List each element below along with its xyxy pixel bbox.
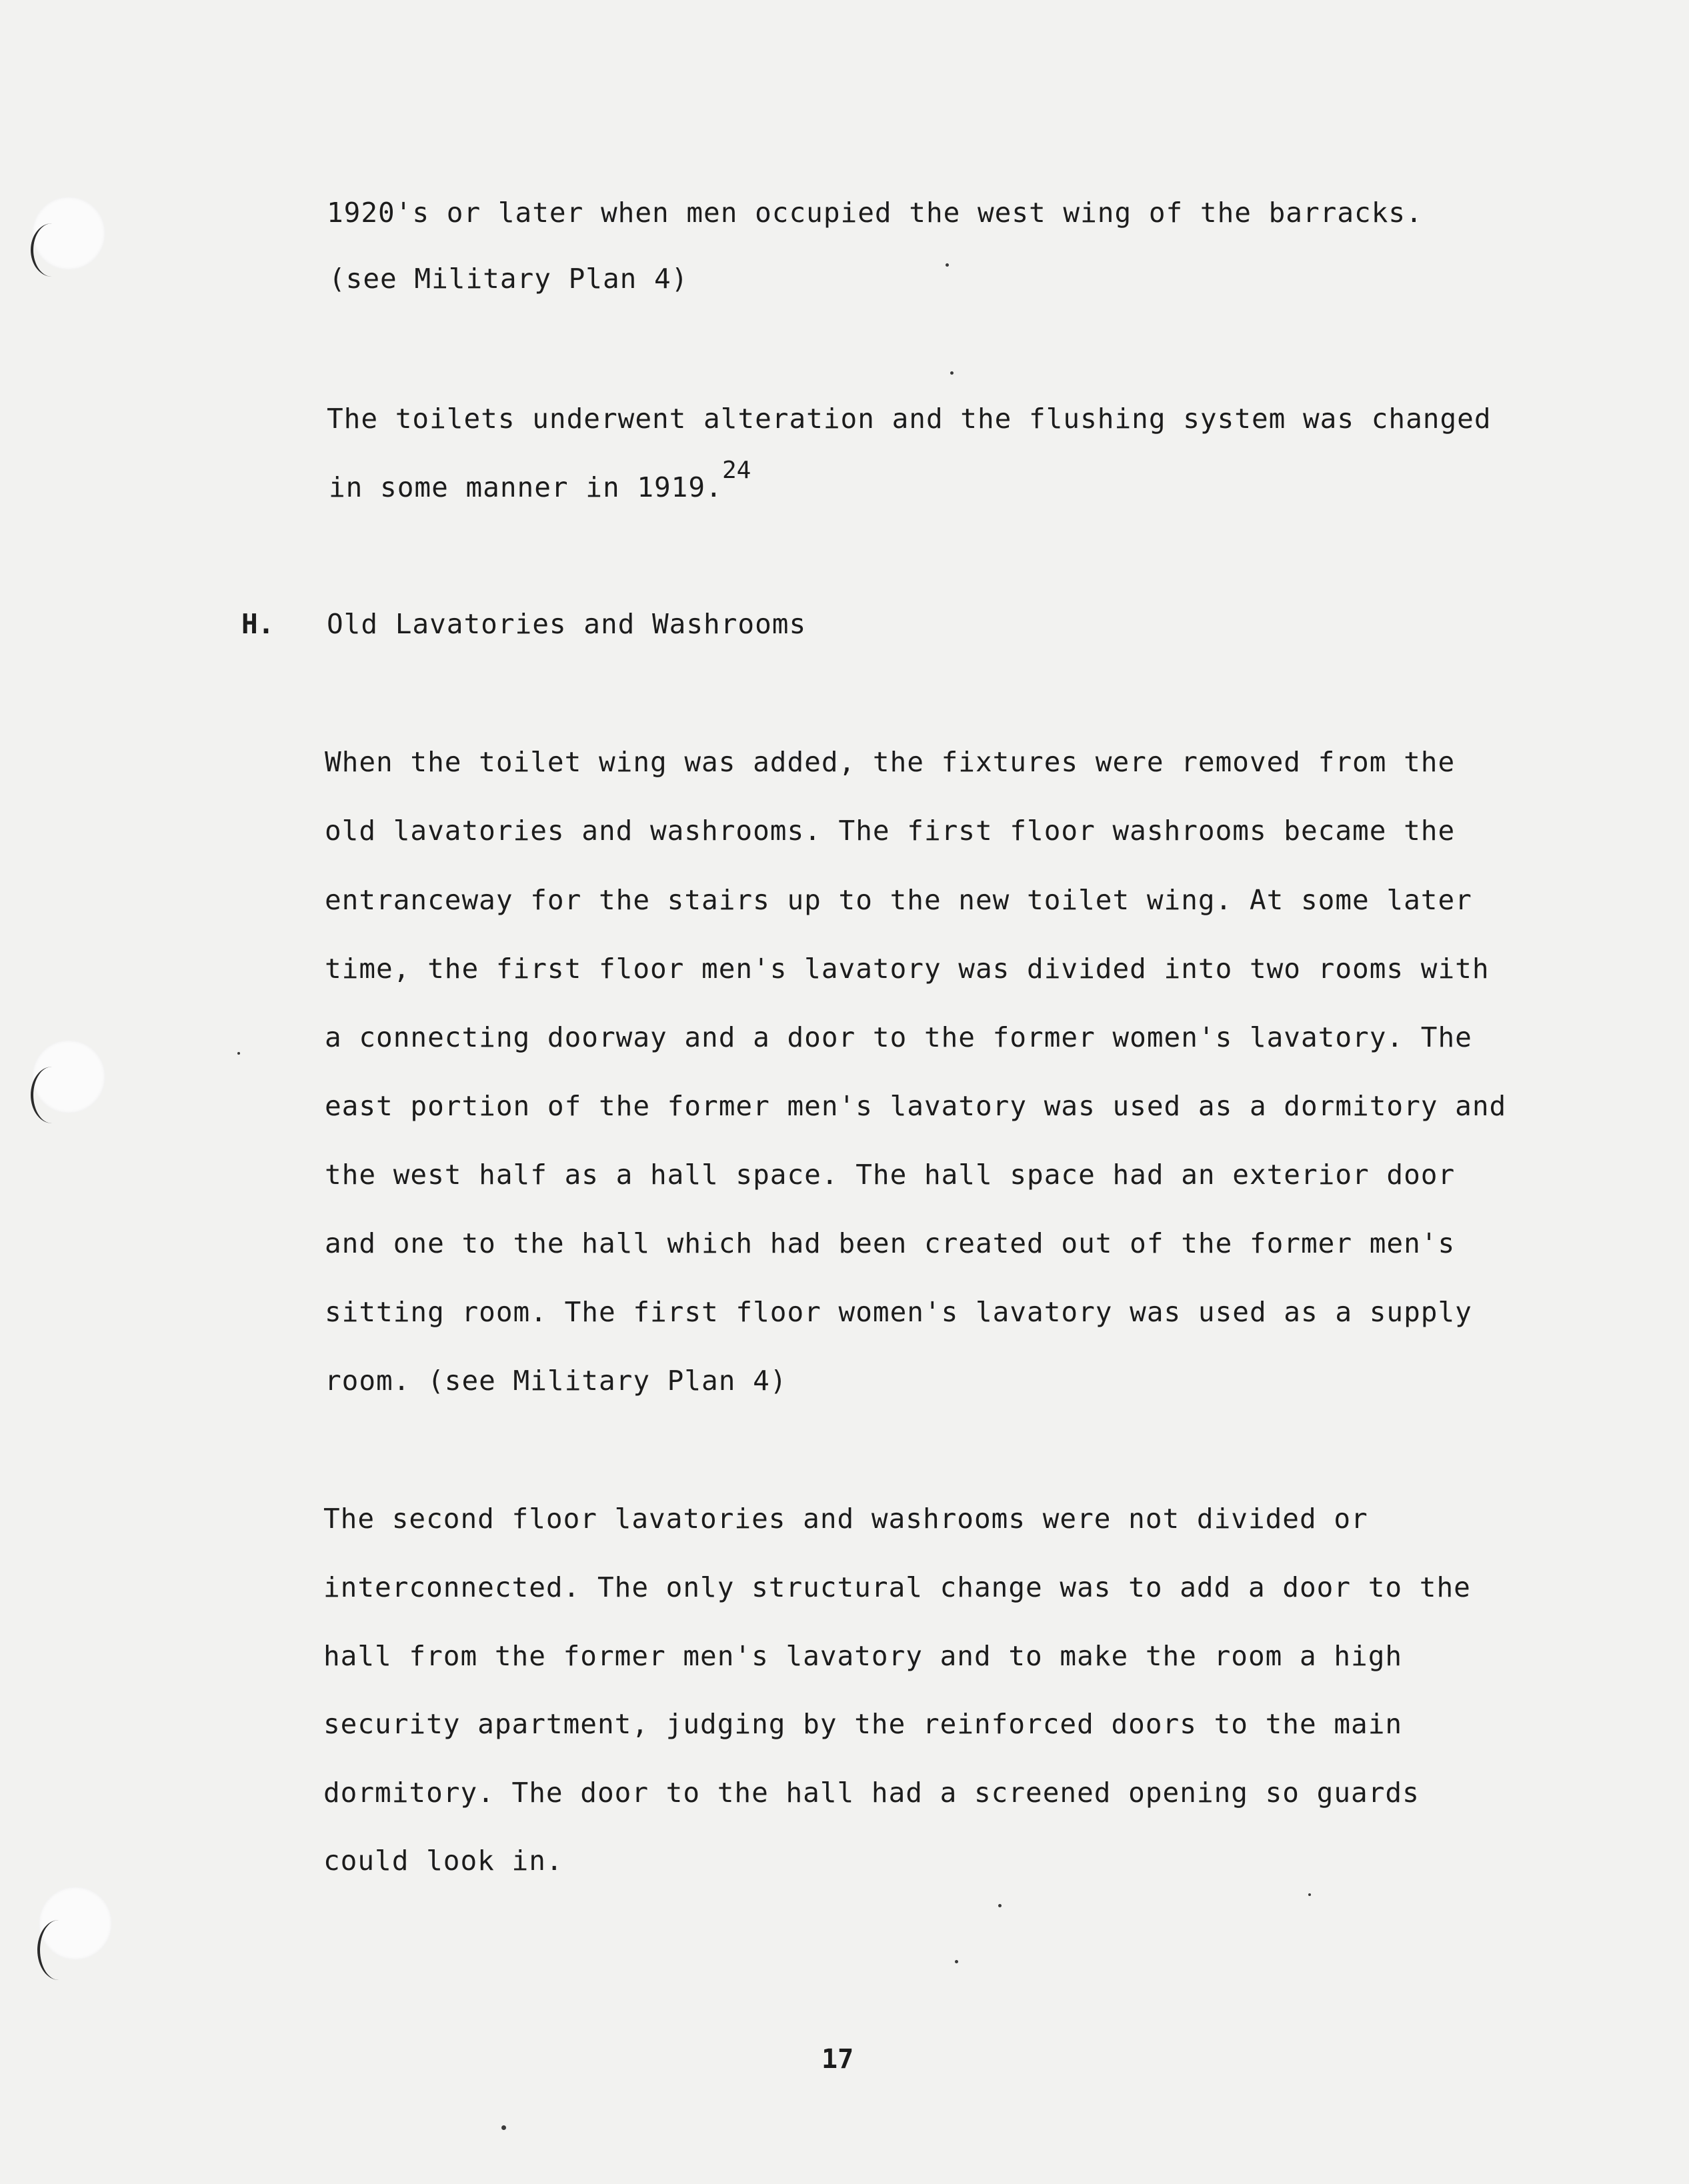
paragraph-4-line-4: security apartment, judging by the reinforced doors to the main xyxy=(323,1708,1403,1740)
paragraph-4-line-5: dormitory. The door to the hall had a screened opening so guards xyxy=(323,1777,1420,1809)
paragraph-1-line-2: (see Military Plan 4) xyxy=(329,263,689,295)
paragraph-3-line-1: When the toilet wing was added, the fixtures were removed from the xyxy=(325,746,1456,778)
paragraph-3-line-6: east portion of the former men's lavatory was used as a dormitory and xyxy=(325,1090,1507,1122)
paragraph-3-line-7: the west half as a hall space. The hall space had an exterior door xyxy=(325,1159,1456,1191)
paragraph-2-line-1: The toilets underwent alteration and the flushing system was changed xyxy=(327,403,1492,435)
paragraph-4-line-2: interconnected. The only structural change was to add a door to the xyxy=(323,1571,1471,1603)
section-title: Old Lavatories and Washrooms xyxy=(327,608,807,640)
scan-speck xyxy=(955,1960,958,1963)
paragraph-3-line-10: room. (see Military Plan 4) xyxy=(325,1365,787,1397)
scan-speck xyxy=(946,263,949,267)
punch-hole-bottom-edge xyxy=(37,1920,80,1980)
paragraph-3-line-4: time, the first floor men's lavatory was divided into two rooms with xyxy=(325,953,1490,985)
paragraph-3-line-5: a connecting doorway and a door to the former women's lavatory. The xyxy=(325,1021,1472,1053)
page-number: 17 xyxy=(821,2044,854,2075)
section-letter: H. xyxy=(241,608,275,640)
paragraph-1-line-1: 1920's or later when men occupied the west wing of the barracks. xyxy=(327,197,1423,229)
paragraph-3-line-9: sitting room. The first floor women's lavatory was used as a supply xyxy=(325,1296,1472,1328)
scan-speck xyxy=(501,2125,506,2130)
scan-speck xyxy=(950,371,954,375)
paragraph-4-line-3: hall from the former men's lavatory and to make the room a high xyxy=(323,1640,1403,1672)
paragraph-2-line-2: in some manner in 1919. xyxy=(329,471,723,503)
paragraph-3-line-2: old lavatories and washrooms. The first floor washrooms became the xyxy=(325,815,1456,847)
paragraph-3-line-3: entranceway for the stairs up to the new toilet wing. At some later xyxy=(325,884,1472,916)
scan-speck xyxy=(998,1904,1002,1907)
paragraph-4-line-1: The second floor lavatories and washrooms were not divided or xyxy=(323,1503,1368,1535)
paragraph-3-line-8: and one to the hall which had been created out of the former men's xyxy=(325,1227,1456,1259)
punch-hole-middle-edge xyxy=(31,1067,73,1123)
scan-speck xyxy=(1308,1893,1311,1896)
punch-hole-top-edge xyxy=(31,223,73,277)
footnote-reference: 24 xyxy=(722,457,751,484)
paragraph-4-line-6: could look in. xyxy=(323,1845,563,1877)
scan-speck xyxy=(237,1052,240,1055)
